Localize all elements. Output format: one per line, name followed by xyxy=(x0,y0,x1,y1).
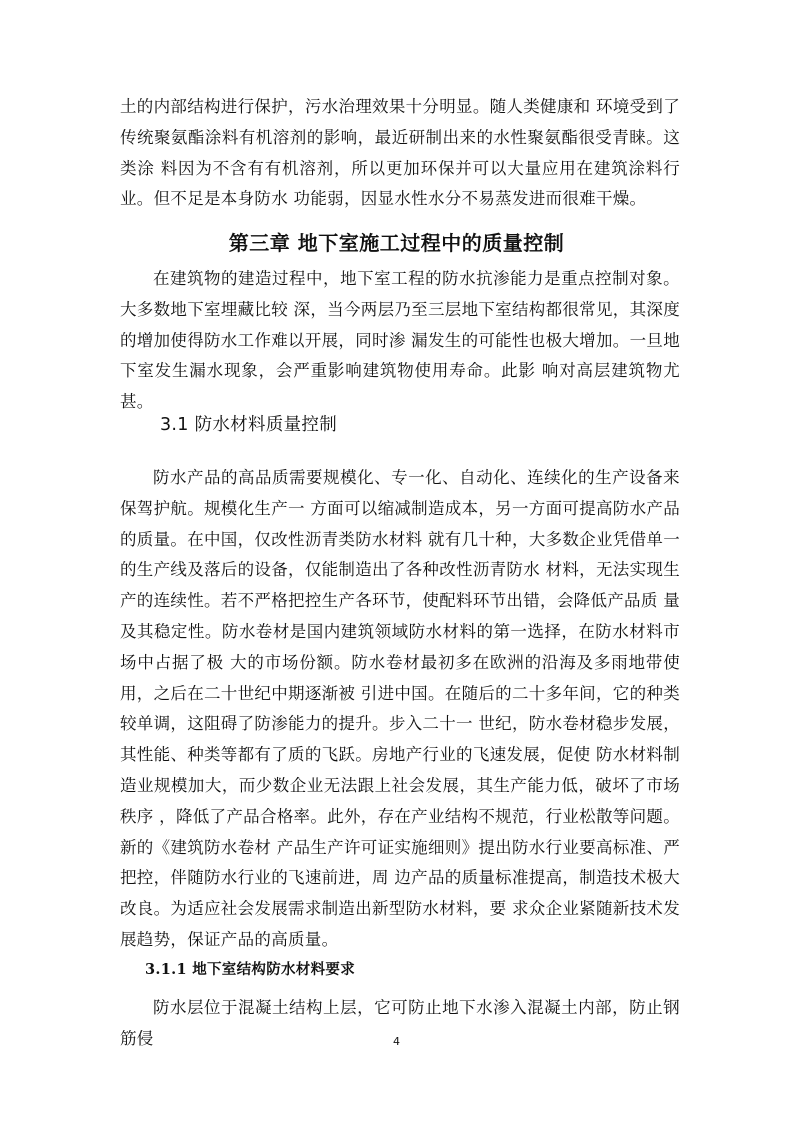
chapter-intro-paragraph: 在建筑物的建造过程中，地下室工程的防水抗渗能力是重点控制对象。大多数地下室埋藏比较 深，当今两层乃至三层地下室结构都很常见，其深度的增加使得防水工作难以开展，同时渗 漏发生的可能性也极大增加。一旦地下室发生漏水现象，会严重影响建筑物使用寿命。此影 响对高层建筑物尤甚。 xyxy=(120,269,680,412)
section-heading: 3.1 防水材料质量控制 xyxy=(160,415,337,435)
section-body-paragraph: 防水产品的高品质需要规模化、专一化、自动化、连续化的生产设备来保驾护航。规模化生产一 方面可以缩减制造成本，另一方面可提高防水产品的质量。在中国，仅改性沥青类防水材料 就有几十种，大多数企业凭借单一的生产线及落后的设备，仅能制造出了各种改性沥青防水 材料，无法实现生产的连续性。若不严格把控生产各环节，使配料环节出错，会降低产品质 量及其稳定性。防水卷材是国内建筑领域防水材料的第一选择，在防水材料市场中占据了极 大的市场份额。防水卷材最初多在欧洲的沿海及多雨地带使用，之后在二十世纪中期逐渐被 引进中国。在随后的二十多年间，它的种类较单调，这阻碍了防渗能力的提升。步入二十一 世纪，防水卷材稳步发展，其性能、种类等都有了质的飞跃。房地产行业的飞速发展，促使 防水材料制造业规模加大，而少数企业无法跟上社会发展，其生产能力低，破坏了市场秩序 ，降低了产品合格率。此外，存在产业结构不规范，行业松散等问题。新的《建筑防水卷材 产品生产许可证实施细则》提出防水行业要高标准、严把控，伴随防水行业的飞速前进，周 边产品的质量标准提高，制造技术极大改良。为适应社会发展需求制造出新型防水材料，要 求众企业紧随新技术发展趋势，保证产品的高质量。 xyxy=(120,468,680,949)
page-number: 4 xyxy=(393,1035,400,1048)
subsection-heading: 3.1.1 地下室结构防水材料要求 xyxy=(145,961,356,978)
subsection-body-paragraph: 防水层位于混凝土结构上层，它可防止地下水渗入混凝土内部，防止钢筋侵 xyxy=(120,998,680,1048)
intro-paragraph: 土的内部结构进行保护，污水治理效果十分明显。随人类健康和 环境受到了传统聚氨酯涂料有机溶剂的影响，最近研制出来的水性聚氨酯很受青睐。这类涂 料因为不含有有机溶剂，所以更加环保并可以大量应用在建筑涂料行业。但不足是本身防水 功能弱，因显水性水分不易蒸发进而很难干燥。 xyxy=(120,97,680,209)
chapter-title: 第三章 地下室施工过程中的质量控制 xyxy=(228,231,565,255)
